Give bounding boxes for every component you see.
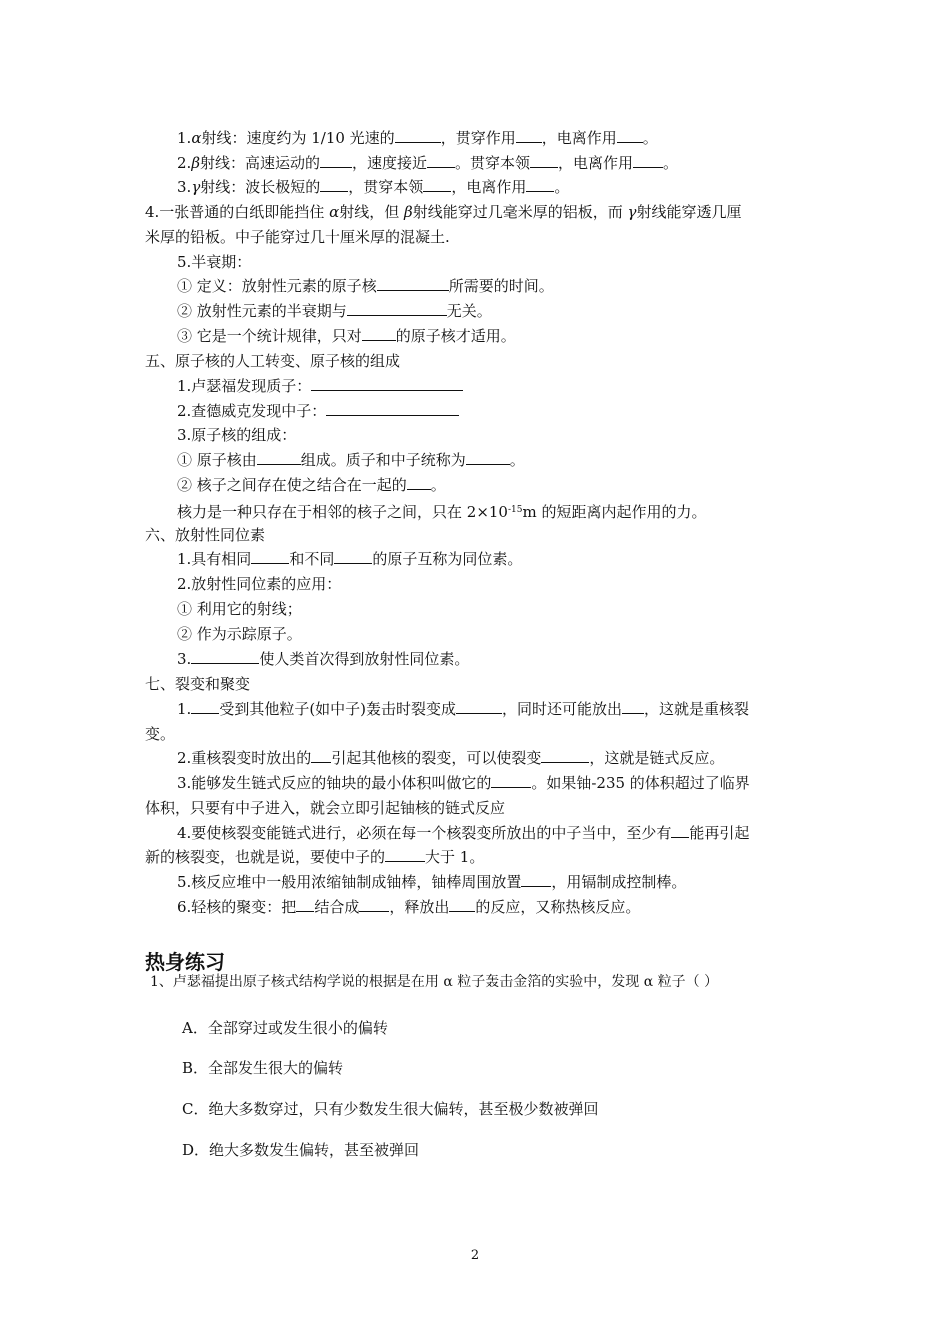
- blank[interactable]: [449, 897, 475, 912]
- blank[interactable]: [251, 549, 289, 564]
- option-b[interactable]: B．全部发生很大的偏转: [182, 1059, 344, 1077]
- blank[interactable]: [423, 177, 451, 192]
- neutron-multiplication-cont: 新的核裂变，也就是说，要使中子的 大于 1。: [145, 848, 485, 866]
- halflife-item-3: ③ 它是一个统计规律，只对 的原子核才适用。: [177, 327, 516, 345]
- blank[interactable]: [311, 748, 331, 763]
- fission-line-1-cont: 变。: [145, 725, 176, 743]
- blank[interactable]: [491, 773, 531, 788]
- blank[interactable]: [671, 823, 689, 838]
- option-a[interactable]: A．全部穿过或发生很小的偏转: [182, 1019, 388, 1037]
- application-item-1: ① 利用它的射线；: [177, 600, 302, 618]
- alpha-ray-line: 1.α射线：速度约为 1/10 光速的 ，贯穿作用 ，电离作用 。: [177, 129, 658, 147]
- blank[interactable]: [395, 128, 441, 143]
- halflife-title: 5.半衰期：: [177, 253, 252, 271]
- blank[interactable]: [334, 549, 372, 564]
- blank[interactable]: [385, 847, 425, 862]
- first-isotope-line: 3. 使人类首次得到放射性同位素。: [177, 650, 470, 668]
- fusion-line: 6.轻核的聚变：把 结合成 ，释放出 的反应，又称热核反应。: [177, 898, 641, 916]
- question-1: 1、卢瑟福提出原子核式结构学说的根据是在用 α 粒子轰击金箔的实验中，发现 α 粒子（ ）: [150, 974, 719, 990]
- blank[interactable]: [427, 153, 455, 168]
- blank[interactable]: [257, 450, 301, 465]
- chain-reaction-line: 2.重核裂变时放出的 引起其他核的裂变，可以使裂变 ，这就是链式反应。: [177, 749, 725, 767]
- option-d[interactable]: D．绝大多数发生偏转，甚至被弹回: [182, 1141, 420, 1159]
- blank[interactable]: [530, 153, 558, 168]
- blank[interactable]: [516, 128, 542, 143]
- critical-volume-line: 3.能够发生链式反应的铀块的最小体积叫做它的 。如果铀-235 的体积超过了临界: [177, 774, 750, 792]
- exercise-heading: 热身练习: [145, 950, 225, 974]
- neutron-multiplication-line: 4.要使核裂变能链式进行，必须在每一个核裂变所放出的中子当中，至少有 能再引起: [177, 824, 750, 842]
- penetration-line-2: 米厚的铅板。中子能穿过几十厘米厚的混凝土.: [145, 228, 450, 246]
- application-item-2: ② 作为示踪原子。: [177, 625, 302, 643]
- halflife-item-1: ① 定义：放射性元素的原子核 所需要的时间。: [177, 277, 554, 295]
- isotope-definition: 1.具有相同 和不同 的原子互称为同位素。: [177, 550, 523, 568]
- blank[interactable]: [320, 177, 348, 192]
- blank[interactable]: [456, 699, 502, 714]
- halflife-item-2: ② 放射性元素的半衰期与 无关。: [177, 302, 492, 320]
- blank[interactable]: [407, 475, 431, 490]
- critical-volume-cont: 体积，只要有中子进入，就会立即引起铀核的链式反应: [145, 799, 506, 817]
- beta-ray-line: 2.β射线：高速运动的 ，速度接近 。贯穿本领 ，电离作用 。: [177, 154, 679, 172]
- section-6-title: 六、放射性同位素: [145, 526, 266, 544]
- option-c[interactable]: C．绝大多数穿过，只有少数发生很大偏转，甚至极少数被弹回: [182, 1100, 599, 1118]
- blank[interactable]: [617, 128, 643, 143]
- proton-discovery: 1.卢瑟福发现质子：: [177, 376, 463, 396]
- blank[interactable]: [466, 450, 510, 465]
- blank[interactable]: [526, 177, 554, 192]
- reactor-line: 5.核反应堆中一般用浓缩铀制成铀棒，铀棒周围放置 ，用镉制成控制棒。: [177, 873, 687, 891]
- blank[interactable]: [320, 153, 352, 168]
- blank[interactable]: [311, 376, 463, 391]
- section-7-title: 七、裂变和聚变: [145, 675, 251, 693]
- section-5-title: 五、原子核的人工转变、原子核的组成: [145, 352, 401, 370]
- blank[interactable]: [633, 153, 663, 168]
- blank[interactable]: [362, 326, 396, 341]
- blank[interactable]: [191, 649, 259, 664]
- nuclear-force-note: 核力是一种只存在于相邻的核子之间，只在 $2\times 10^{-15}m$ 的短距离内起作用的力。: [177, 503, 707, 521]
- composition-item-2: ② 核子之间存在使之结合在一起的 。: [177, 476, 446, 494]
- nucleus-composition-title: 3.原子核的组成：: [177, 426, 297, 444]
- neutron-discovery: 2.查德威克发现中子：: [177, 401, 459, 421]
- gamma-ray-line: 3.γ射线：波长极短的 ，贯穿本领 ，电离作用 。: [177, 178, 570, 196]
- blank[interactable]: [541, 748, 589, 763]
- blank[interactable]: [377, 276, 449, 291]
- blank[interactable]: [296, 897, 314, 912]
- composition-item-1: ① 原子核由 组成。质子和中子统称为 。: [177, 451, 525, 469]
- penetration-line-1: 4.一张普通的白纸即能挡住 α射线，但 β射线能穿过几毫米厚的铝板，而 γ射线能穿透几厘: [145, 203, 742, 221]
- blank[interactable]: [326, 401, 459, 416]
- blank[interactable]: [191, 699, 219, 714]
- page-number: 2: [470, 1248, 480, 1263]
- fission-line-1: 1. 受到其他粒子(如中子)轰击时裂变成 ，同时还可能放出 ，这就是重核裂: [177, 700, 750, 718]
- blank[interactable]: [359, 897, 389, 912]
- blank[interactable]: [347, 301, 447, 316]
- blank[interactable]: [521, 872, 551, 887]
- blank[interactable]: [622, 699, 644, 714]
- isotope-applications-title: 2.放射性同位素的应用：: [177, 575, 342, 593]
